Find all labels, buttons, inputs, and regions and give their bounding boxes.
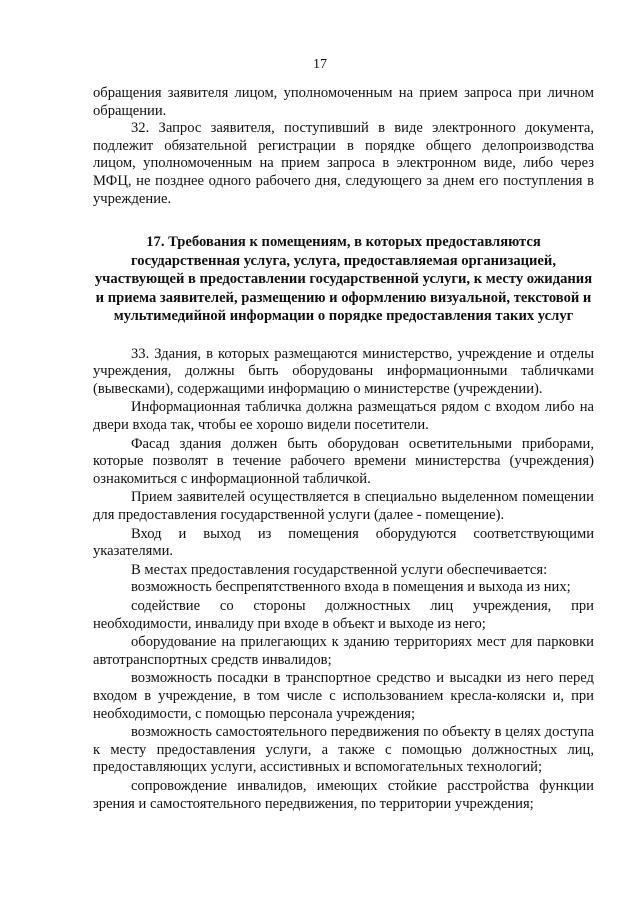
list-item: содействие со стороны должностных лиц учреждения, при необходимости, инвалиду при входе в объект и выходе из него; <box>93 597 594 632</box>
section-heading-17: 17. Требования к помещениям, в которых предоставляются государственная услуга, услуга, предоставляемая организацией, участвующей в предоставлении государственной услуги, к месту ожидания и приема заявителей, размещению и оформлению визуальной, текстовой и мультимедийной информации о порядке предоставления таких услуг <box>94 234 593 325</box>
paragraph-33: 33. Здания, в которых размещаются министерство, учреждение и отделы учреждения, должны быть оборудованы информационными табличками (вывесками), содержащими информацию о министерстве (учреждении). <box>93 345 594 397</box>
paragraph: Фасад здания должен быть оборудован осветительными приборами, которые позволят в течение рабочего времени министерства (учреждения) ознакомиться с информационной табличкой. <box>93 435 594 487</box>
list-item: возможность посадки в транспортное средство и высадки из него перед входом в учреждение, в том числе с использованием кресла-коляски и, при необходимости, с помощью персонала учреждения; <box>93 670 594 722</box>
list-item: возможность беспрепятственного входа в помещения и выхода из них; <box>131 579 571 596</box>
document-body <box>93 85 594 813</box>
paragraph-32: 32. Запрос заявителя, поступивший в виде электронного документа, подлежит обязательной регистрации в порядке общего делопроизводства лицом, уполномоченным на прием запроса в электронном виде, либо через МФЦ, не позднее одного рабочего дня, следующего за днем его поступления в учреждение. <box>93 120 594 207</box>
page-number: 17 <box>313 57 327 72</box>
list-item: возможность самостоятельного передвижения по объекту в целях доступа к месту предоставления услуги, а также с помощью должностных лиц, предоставляющих услуги, ассистивных и вспомогательных технологий; <box>93 724 594 776</box>
list-item: оборудование на прилегающих к зданию территориях мест для парковки автотранспортных средств инвалидов; <box>93 634 594 668</box>
list-item: сопровождение инвалидов, имеющих стойкие расстройства функции зрения и самостоятельного передвижения, по территории учреждения; <box>93 777 594 812</box>
paragraph: Информационная табличка должна размещаться рядом с входом либо на двери входа так, чтобы ее хорошо видели посетители. <box>93 399 594 434</box>
paragraph: Прием заявителей осуществляется в специально выделенном помещении для предоставления государственной услуги (далее - помещение). <box>93 489 594 523</box>
paragraph: обращения заявителя лицом, уполномоченным на прием запроса при личном обращении. <box>93 85 594 119</box>
paragraph: Вход и выход из помещения оборудуются соответствующими указателями. <box>93 525 594 560</box>
paragraph: В местах предоставления государственной услуги обеспечивается: <box>131 561 548 578</box>
